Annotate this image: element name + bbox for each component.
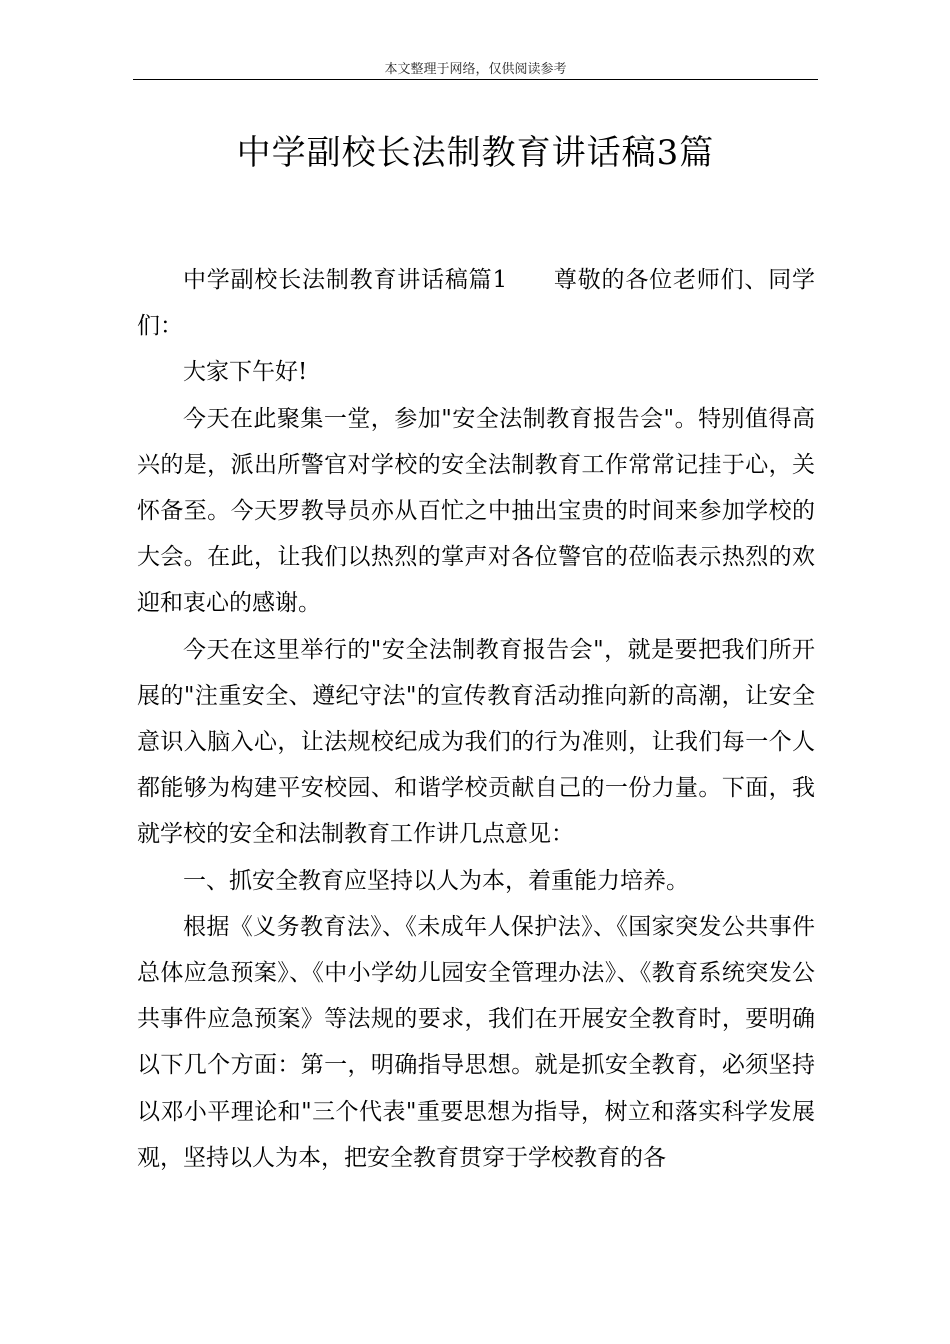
paragraph-point-one: 一、抓安全教育应坚持以人为本，着重能力培养。 (183, 867, 689, 894)
opening-paragraph (137, 257, 815, 349)
paragraph-regulations: 根据《义务教育法》、《未成年人保护法》、《国家突发公共事件总体应急预案》、《中小学幼儿园安全管理办法》、《教育系统突发公共事件应急预案》等法规的要求，我们在开展安全教育时，要明确以下几个方面：第一，明确指导思想。就是抓安全教育，必须坚持以邓小平理论和"三个代表"重要思想为指导，树立和落实科学发展观，坚持以人为本，把安全教育贯穿于学校教育的各 (137, 913, 815, 1171)
paragraph-purpose: 今天在这里举行的"安全法制教育报告会"，就是要把我们所开展的"注重安全、遵纪守法"的宣传教育活动推向新的高潮，让安全意识入脑入心，让法规校纪成为我们的行为准则，让我们每一个人都能够为构建平安校园、和谐学校贡献自己的一份力量。下面，我就学校的安全和法制教育工作讲几点意见： (137, 636, 815, 848)
paragraph-welcome: 今天在此聚集一堂，参加"安全法制教育报告会"。特别值得高兴的是，派出所警官对学校的安全法制教育工作常常记挂于心，关怀备至。今天罗教导员亦从百忙之中抽出宝贵的时间来参加学校的大会。在此，让我们以热烈的掌声对各位警官的莅临表示热烈的欢迎和衷心的感谢。 (137, 405, 815, 617)
page-header-note: 本文整理于网络，仅供阅读参考 (384, 62, 567, 77)
document-body (137, 257, 815, 1181)
section-subheading: 中学副校长法制教育讲话稿篇1 (183, 267, 508, 293)
salutation: 尊敬的各位老师们、同学们： (137, 267, 815, 340)
header-divider (133, 79, 818, 80)
document-title: 中学副校长法制教育讲话稿3篇 (236, 133, 715, 173)
paragraph-greeting: 大家下午好! (183, 359, 308, 386)
